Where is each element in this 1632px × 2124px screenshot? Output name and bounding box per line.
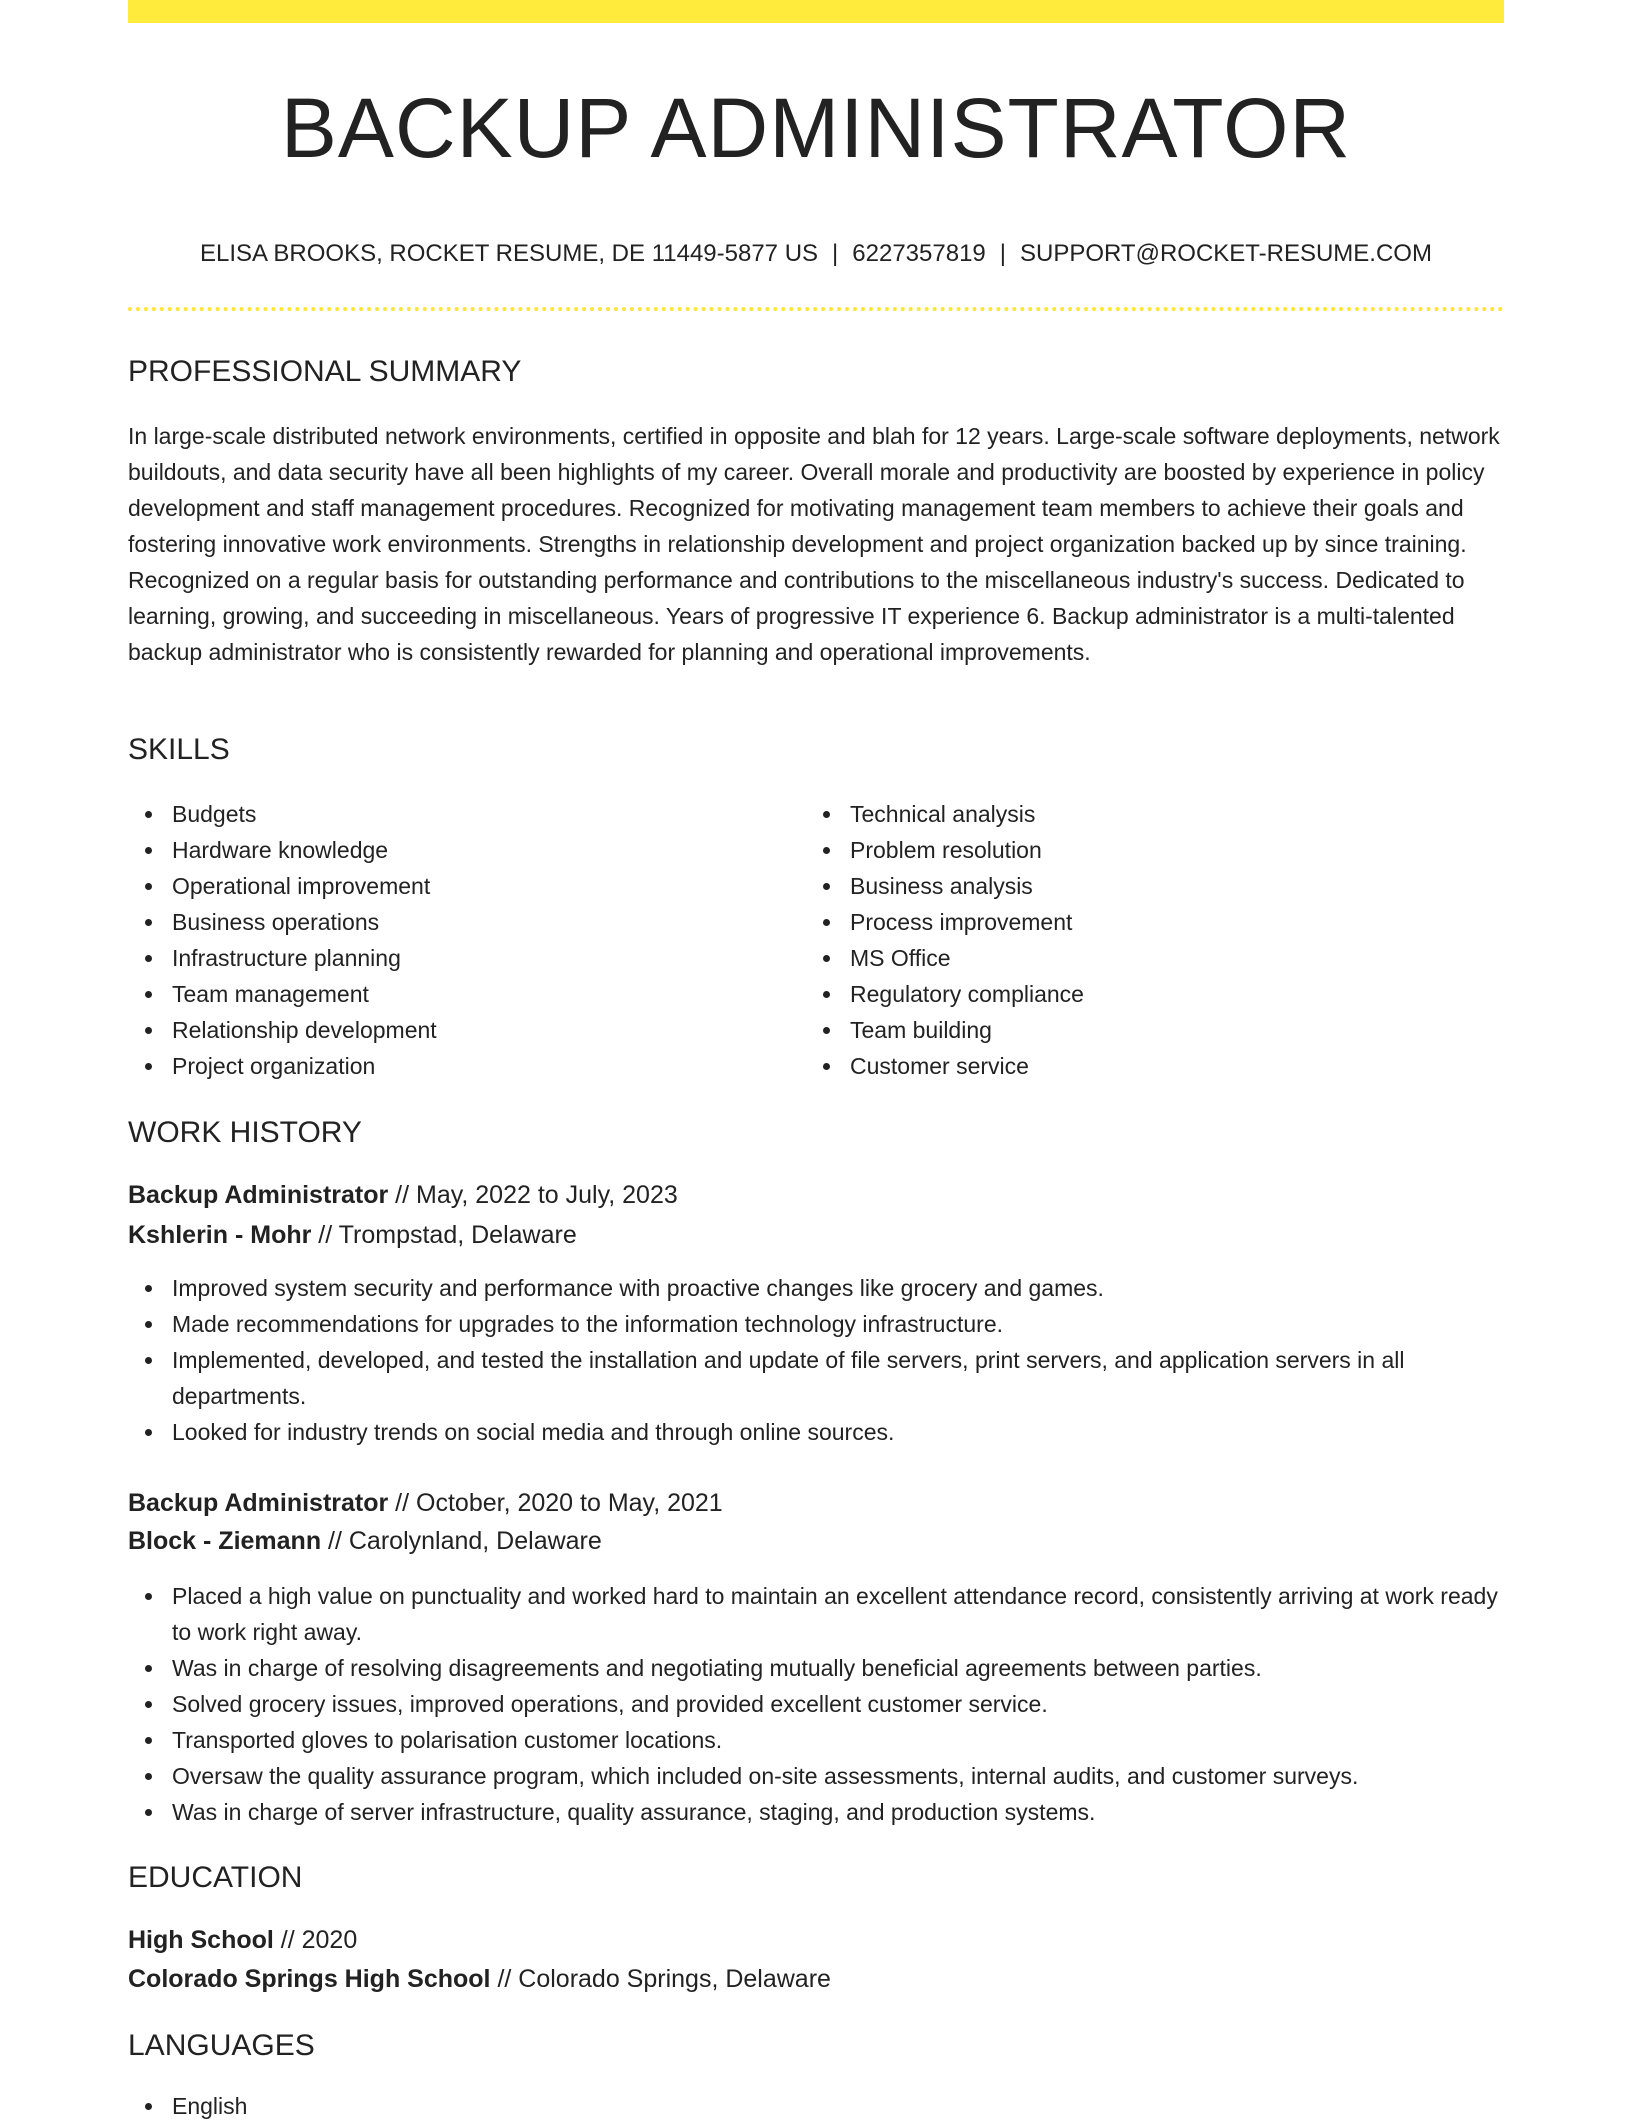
education-school-line <box>128 1960 831 1998</box>
education-location: // Colorado Springs, Delaware <box>490 1965 831 1993</box>
list-item: Improved system security and performance with proactive changes like grocery and games. <box>128 1270 1504 1306</box>
resume-title: BACKUP ADMINISTRATOR <box>280 81 1352 175</box>
section-title-summary: PROFESSIONAL SUMMARY <box>128 355 522 388</box>
list-item: Looked for industry trends on social media and through online sources. <box>128 1414 1504 1450</box>
list-item: Made recommendations for upgrades to the information technology infrastructure. <box>128 1306 1504 1342</box>
contact-address: ELISA BROOKS, ROCKET RESUME, DE 11449-5877 US <box>200 240 819 267</box>
section-title-work-history: WORK HISTORY <box>128 1116 362 1149</box>
education-degree: High School <box>128 1926 274 1954</box>
list-item: Business analysis <box>806 868 1446 904</box>
section-title-languages: LANGUAGES <box>128 2029 315 2062</box>
job-bullets <box>128 1578 1504 1830</box>
section-title-education: EDUCATION <box>128 1861 303 1894</box>
list-item: Process improvement <box>806 904 1446 940</box>
contact-line <box>128 236 1504 272</box>
list-item: Oversaw the quality assurance program, which included on-site assessments, internal audits, and customer surveys. <box>128 1758 1504 1794</box>
job-role: Backup Administrator <box>128 1489 389 1517</box>
job-company-line <box>128 1522 602 1560</box>
job-company: Block - Ziemann <box>128 1527 322 1555</box>
education-year: // 2020 <box>273 1926 358 1954</box>
skills-list-right <box>806 796 1446 1084</box>
list-item: Operational improvement <box>128 868 768 904</box>
list-item: Regulatory compliance <box>806 976 1446 1012</box>
job-title-line <box>128 1176 678 1214</box>
list-item: Was in charge of resolving disagreements and negotiating mutually beneficial agreements between parties. <box>128 1650 1504 1686</box>
list-item: Problem resolution <box>806 832 1446 868</box>
education-degree-line <box>128 1921 357 1959</box>
list-item: Project organization <box>128 1048 768 1084</box>
list-item: Technical analysis <box>806 796 1446 832</box>
list-item: Business operations <box>128 904 768 940</box>
job-company-line <box>128 1216 577 1254</box>
contact-phone[interactable]: 6227357819 <box>852 240 986 267</box>
list-item: Relationship development <box>128 1012 768 1048</box>
summary-text: In large-scale distributed network environments, certified in opposite and blah for 12 years. Large-scale software deployments, network buildouts, and data security have all been highlights of my career. Overall morale and productivity are boosted by experience in policy development and staff management procedures. Recognized for motivating management team members to achieve their goals and fostering innovative work environments. Strengths in relationship development and project organization backed up by since training. Recognized on a regular basis for outstanding performance and contributions to the miscellaneous industry's success. Dedicated to learning, growing, and succeeding in miscellaneous. Years of progressive IT experience 6. Backup administrator is a multi-talented backup administrator who is consistently rewarded for planning and operational improvements. <box>128 423 1500 665</box>
list-item: Team building <box>806 1012 1446 1048</box>
contact-separator: | <box>832 240 839 267</box>
job-company: Kshlerin - Mohr <box>128 1221 312 1249</box>
job-bullets <box>128 1270 1504 1450</box>
job-location: // Carolynland, Delaware <box>321 1527 602 1555</box>
job-dates: // October, 2020 to May, 2021 <box>388 1489 723 1517</box>
list-item: English <box>128 2088 728 2124</box>
section-title-skills: SKILLS <box>128 733 230 766</box>
contact-separator: | <box>999 240 1006 267</box>
job-role: Backup Administrator <box>128 1181 389 1209</box>
list-item: Customer service <box>806 1048 1446 1084</box>
job-location: // Trompstad, Delaware <box>311 1221 577 1249</box>
list-item: Hardware knowledge <box>128 832 768 868</box>
list-item: Solved grocery issues, improved operations, and provided excellent customer service. <box>128 1686 1504 1722</box>
list-item: Team management <box>128 976 768 1012</box>
skills-list-left <box>128 796 768 1084</box>
job-dates: // May, 2022 to July, 2023 <box>388 1181 678 1209</box>
list-item: Was in charge of server infrastructure, quality assurance, staging, and production systems. <box>128 1794 1504 1830</box>
education-school: Colorado Springs High School <box>128 1965 491 1993</box>
job-title-line <box>128 1484 723 1522</box>
top-accent-bar <box>128 0 1504 23</box>
list-item: Implemented, developed, and tested the installation and update of file servers, print servers, and application servers in all departments. <box>128 1342 1504 1414</box>
list-item: Transported gloves to polarisation customer locations. <box>128 1722 1504 1758</box>
list-item: Budgets <box>128 796 768 832</box>
list-item: Placed a high value on punctuality and worked hard to maintain an excellent attendance record, consistently arriving at work ready to work right away. <box>128 1578 1504 1650</box>
languages-list <box>128 2088 728 2124</box>
dotted-divider <box>128 307 1504 311</box>
list-item: MS Office <box>806 940 1446 976</box>
contact-email[interactable]: SUPPORT@ROCKET-RESUME.COM <box>1020 240 1432 267</box>
list-item: Infrastructure planning <box>128 940 768 976</box>
